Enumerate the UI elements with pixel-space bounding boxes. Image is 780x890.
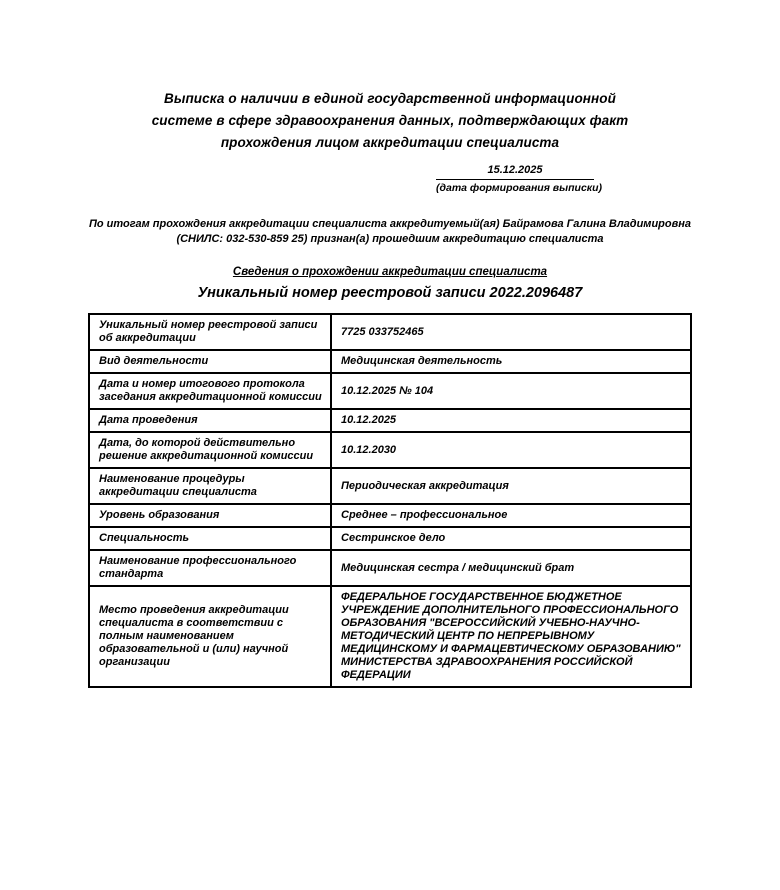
field-label: Дата проведения: [89, 409, 331, 432]
field-value: ФЕДЕРАЛЬНОЕ ГОСУДАРСТВЕННОЕ БЮДЖЕТНОЕ УЧРЕЖДЕНИЕ ДОПОЛНИТЕЛЬНОГО ПРОФЕССИОНАЛЬНОГО ОБРАЗОВАНИЯ "ВСЕРОССИЙСКИЙ УЧЕБНО-НАУЧНО-МЕТОДИЧЕСКИЙ ЦЕНТР ПО НЕПРЕРЫВНОМУ МЕДИЦИНСКОМУ И ФАРМАЦЕВТИЧЕСКОМУ ОБРАЗОВАНИЮ" МИНИСТЕРСТВА ЗДРАВООХРАНЕНИЯ РОССИЙСКОЙ ФЕДЕРАЦИИ: [331, 586, 691, 687]
table-row: [89, 527, 691, 550]
table-row: [89, 468, 691, 504]
field-value: 10.12.2025: [331, 409, 691, 432]
document-title-line-3: прохождения лицом аккредитации специалиста: [220, 135, 560, 150]
table-row: [89, 314, 691, 350]
extract-date: 15.12.2025: [436, 164, 594, 180]
field-value: 10.12.2030: [331, 432, 691, 468]
table-row: [89, 409, 691, 432]
field-label: Место проведения аккредитации специалиста в соответствии с полным наименованием образовательной и (или) научной организации: [89, 586, 331, 687]
field-label: Дата, до которой действительно решение аккредитационной комиссии: [89, 432, 331, 468]
table-row: [89, 586, 691, 687]
table-row: [89, 432, 691, 468]
date-caption: (дата формирования выписки): [436, 182, 603, 194]
field-value: 10.12.2025 № 104: [331, 373, 691, 409]
date-block: [436, 164, 603, 194]
field-label: Наименование профессионального стандарта: [89, 550, 331, 586]
section-heading: Сведения о прохождении аккредитации специалиста: [232, 266, 548, 278]
field-label: Вид деятельности: [89, 350, 331, 373]
accreditation-table: [88, 313, 692, 688]
field-label: Дата и номер итогового протокола заседания аккредитационной комиссии: [89, 373, 331, 409]
document-title-line-2: системе в сфере здравоохранения данных, подтверждающих факт: [151, 113, 629, 128]
table-row: [89, 373, 691, 409]
registry-number-heading: Уникальный номер реестровой записи 2022.2096487: [197, 285, 583, 301]
field-label: Уровень образования: [89, 504, 331, 527]
field-value: Периодическая аккредитация: [331, 468, 691, 504]
field-label: Уникальный номер реестровой записи об аккредитации: [89, 314, 331, 350]
field-value: Сестринское дело: [331, 527, 691, 550]
field-value: Среднее – профессиональное: [331, 504, 691, 527]
field-value: 7725 033752465: [331, 314, 691, 350]
field-value: Медицинская деятельность: [331, 350, 691, 373]
table-row: [89, 550, 691, 586]
field-label: Специальность: [89, 527, 331, 550]
field-value: Медицинская сестра / медицинский брат: [331, 550, 691, 586]
document-title: [0, 88, 780, 154]
table-row: [89, 350, 691, 373]
document-title-line-1: Выписка о наличии в единой государственной информационной: [163, 91, 616, 106]
intro-paragraph: По итогам прохождения аккредитации специалиста аккредитуемый(ая) Байрамова Галина Владимировна (СНИЛС: 032-530-859 25) признан(а) прошедшим аккредитацию специалиста: [88, 218, 692, 245]
field-label: Наименование процедуры аккредитации специалиста: [89, 468, 331, 504]
table-row: [89, 504, 691, 527]
